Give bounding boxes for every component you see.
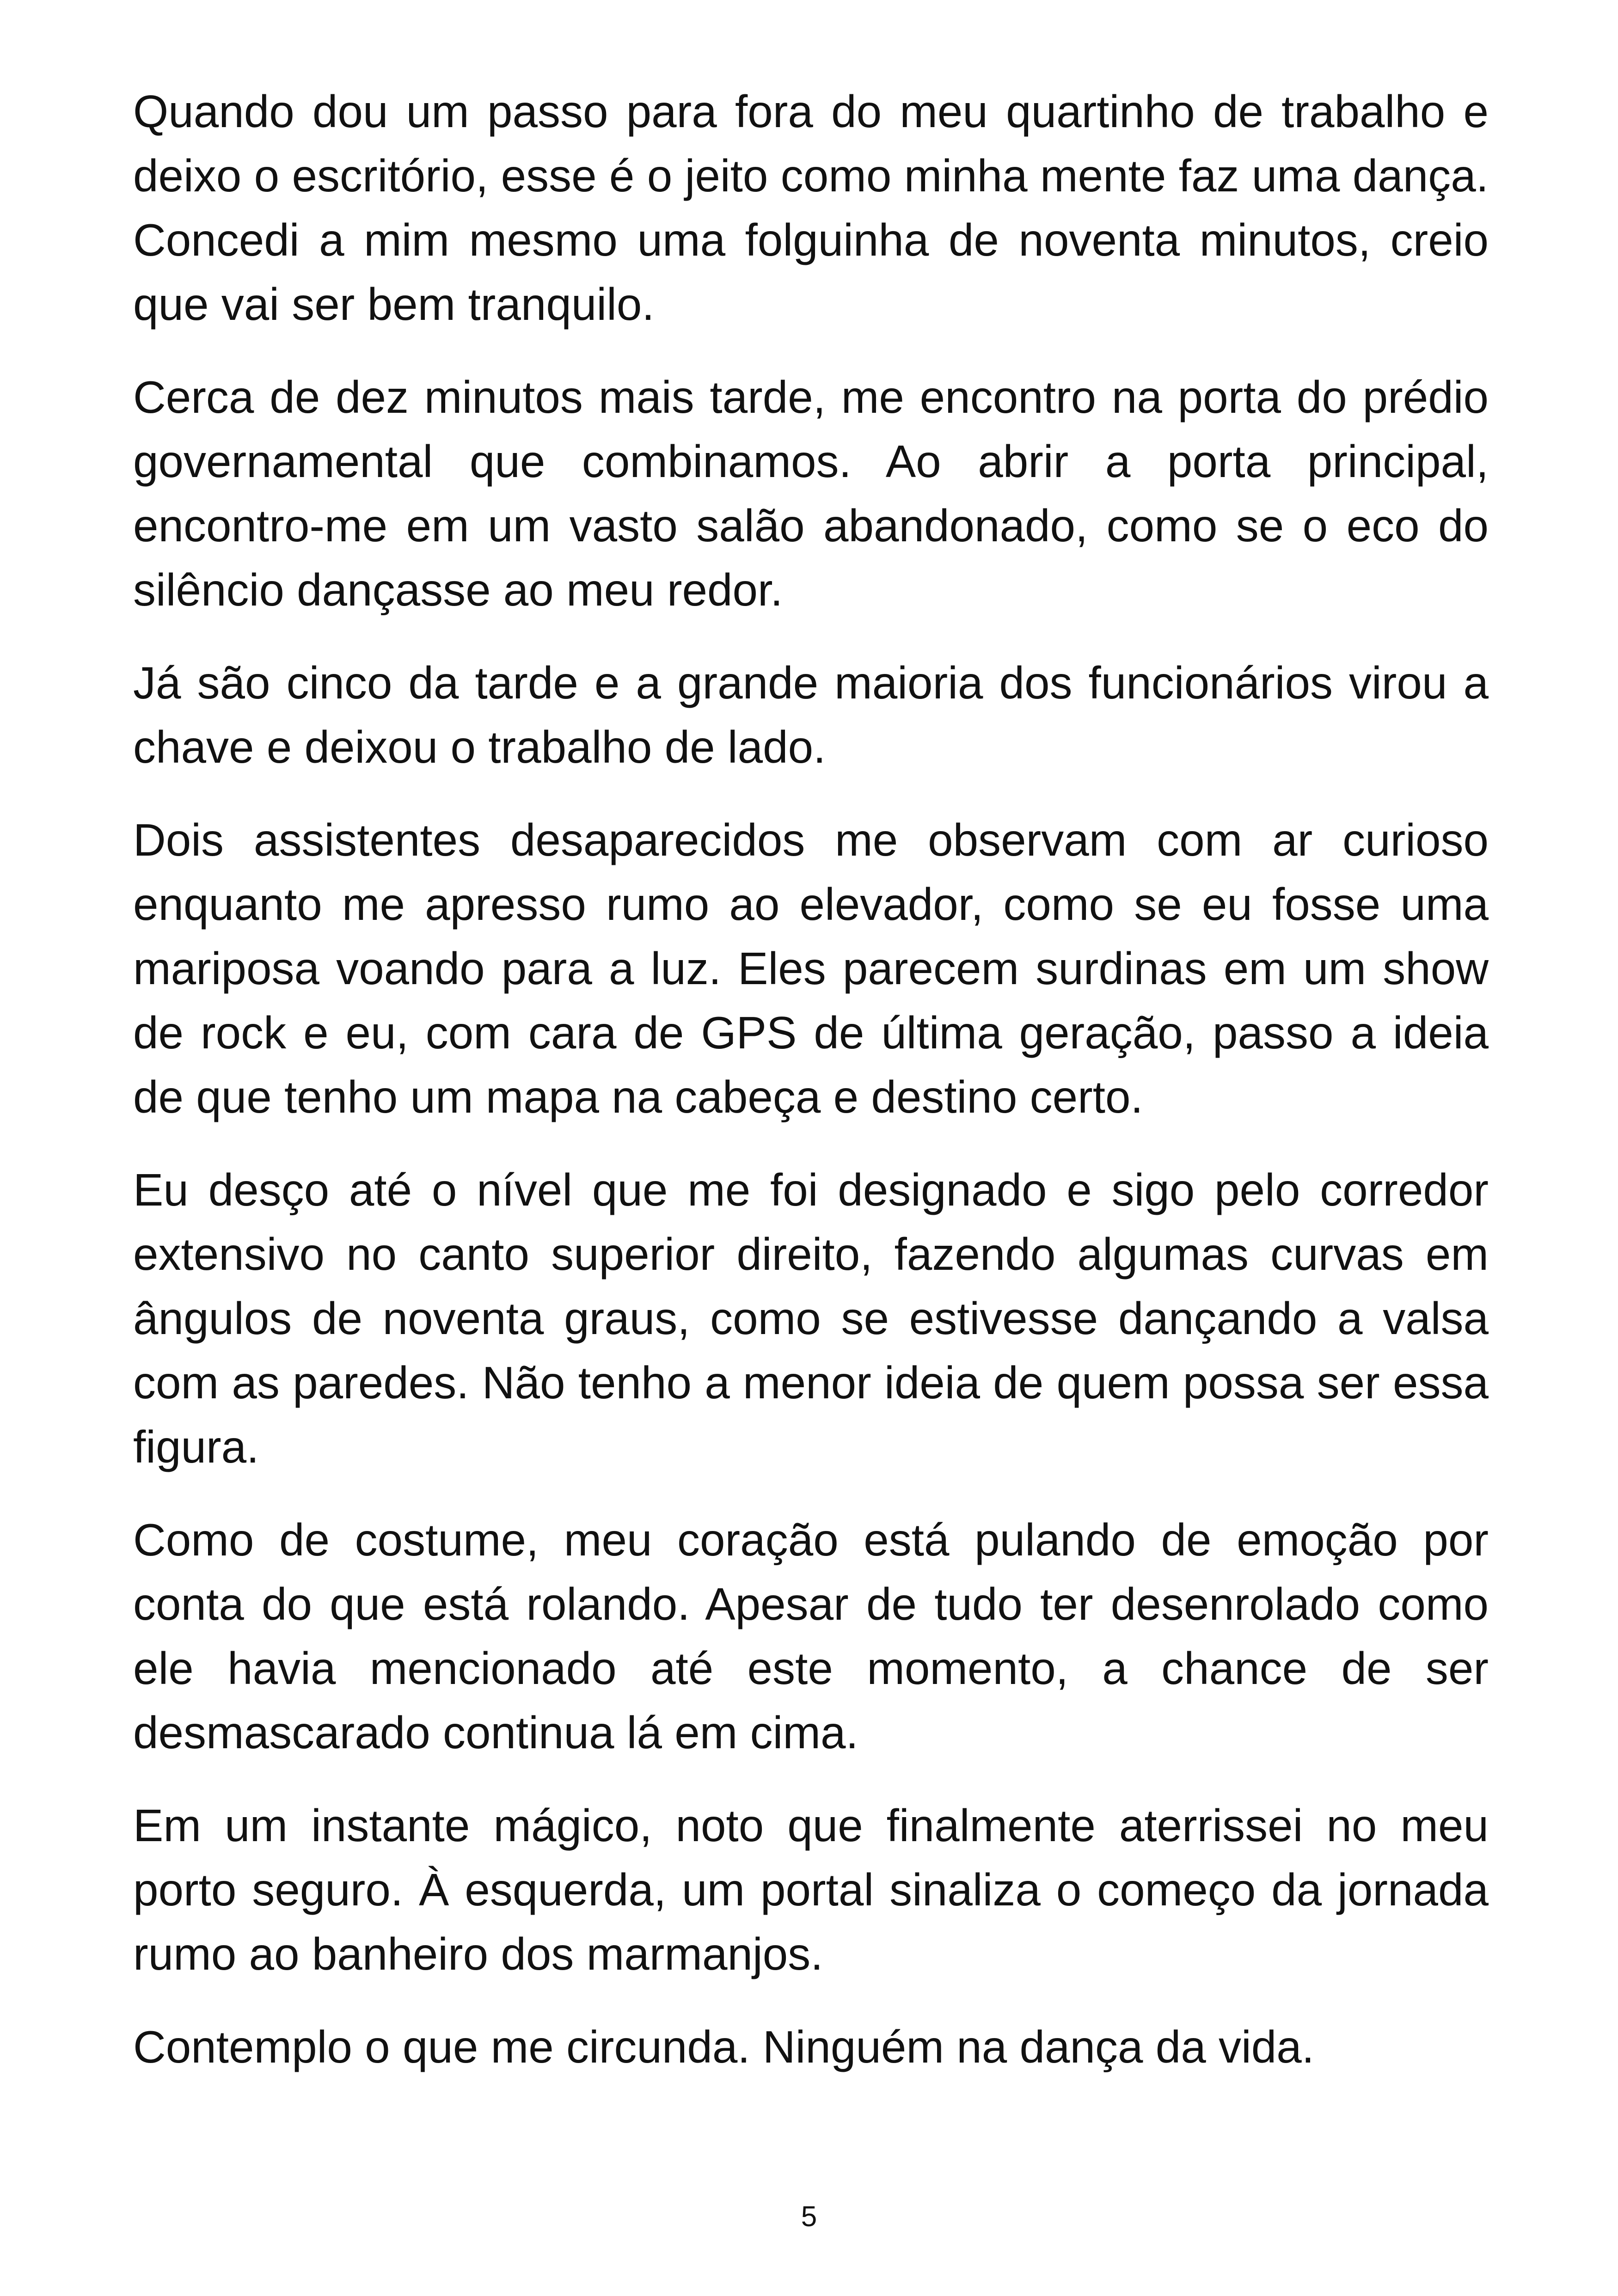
paragraph-6: Como de costume, meu coração está pulando de emoção por conta do que está rolando. Apesar de tudo ter desenrolado como ele havia mencionado até este momento, a chance de ser desmascarado continua lá em cima. — [133, 1514, 1489, 1758]
body-text — [133, 80, 1489, 2108]
paragraph-1: Quando dou um passo para fora do meu quartinho de trabalho e deixo o escritório, esse é o jeito como minha mente faz uma dança. Concedi a mim mesmo uma folguinha de noventa minutos, creio que vai ser bem tranquilo. — [133, 86, 1489, 330]
paragraph-4: Dois assistentes desaparecidos me observam com ar curioso enquanto me apresso rumo ao elevador, como se eu fosse uma mariposa voando para a luz. Eles parecem surdinas em um show de rock e eu, com cara de GPS de última geração, passo a ideia de que tenho um mapa na cabeça e destino certo. — [133, 814, 1489, 1122]
paragraph-7: Em um instante mágico, noto que finalmente aterrissei no meu porto seguro. À esquerda, um portal sinaliza o começo da jornada rumo ao banheiro dos marmanjos. — [133, 1800, 1489, 1979]
paragraph-3: Já são cinco da tarde e a grande maioria dos funcionários virou a chave e deixou o trabalho de lado. — [133, 657, 1489, 772]
page-number: 5 — [801, 2201, 817, 2233]
paragraph-5: Eu desço até o nível que me foi designado e sigo pelo corredor extensivo no canto superior direito, fazendo algumas curvas em ângulos de noventa graus, como se estivesse dançando a valsa com as paredes. Não tenho a menor ideia de quem possa ser essa figura. — [133, 1164, 1489, 1472]
paragraph-8: Contemplo o que me circunda. Ninguém na dança da vida. — [133, 2021, 1314, 2072]
paragraph-2: Cerca de dez minutos mais tarde, me encontro na porta do prédio governamental que combinamos. Ao abrir a porta principal, encontro-me em um vasto salão abandonado, como se o eco do silêncio dançasse ao meu redor. — [133, 372, 1489, 615]
